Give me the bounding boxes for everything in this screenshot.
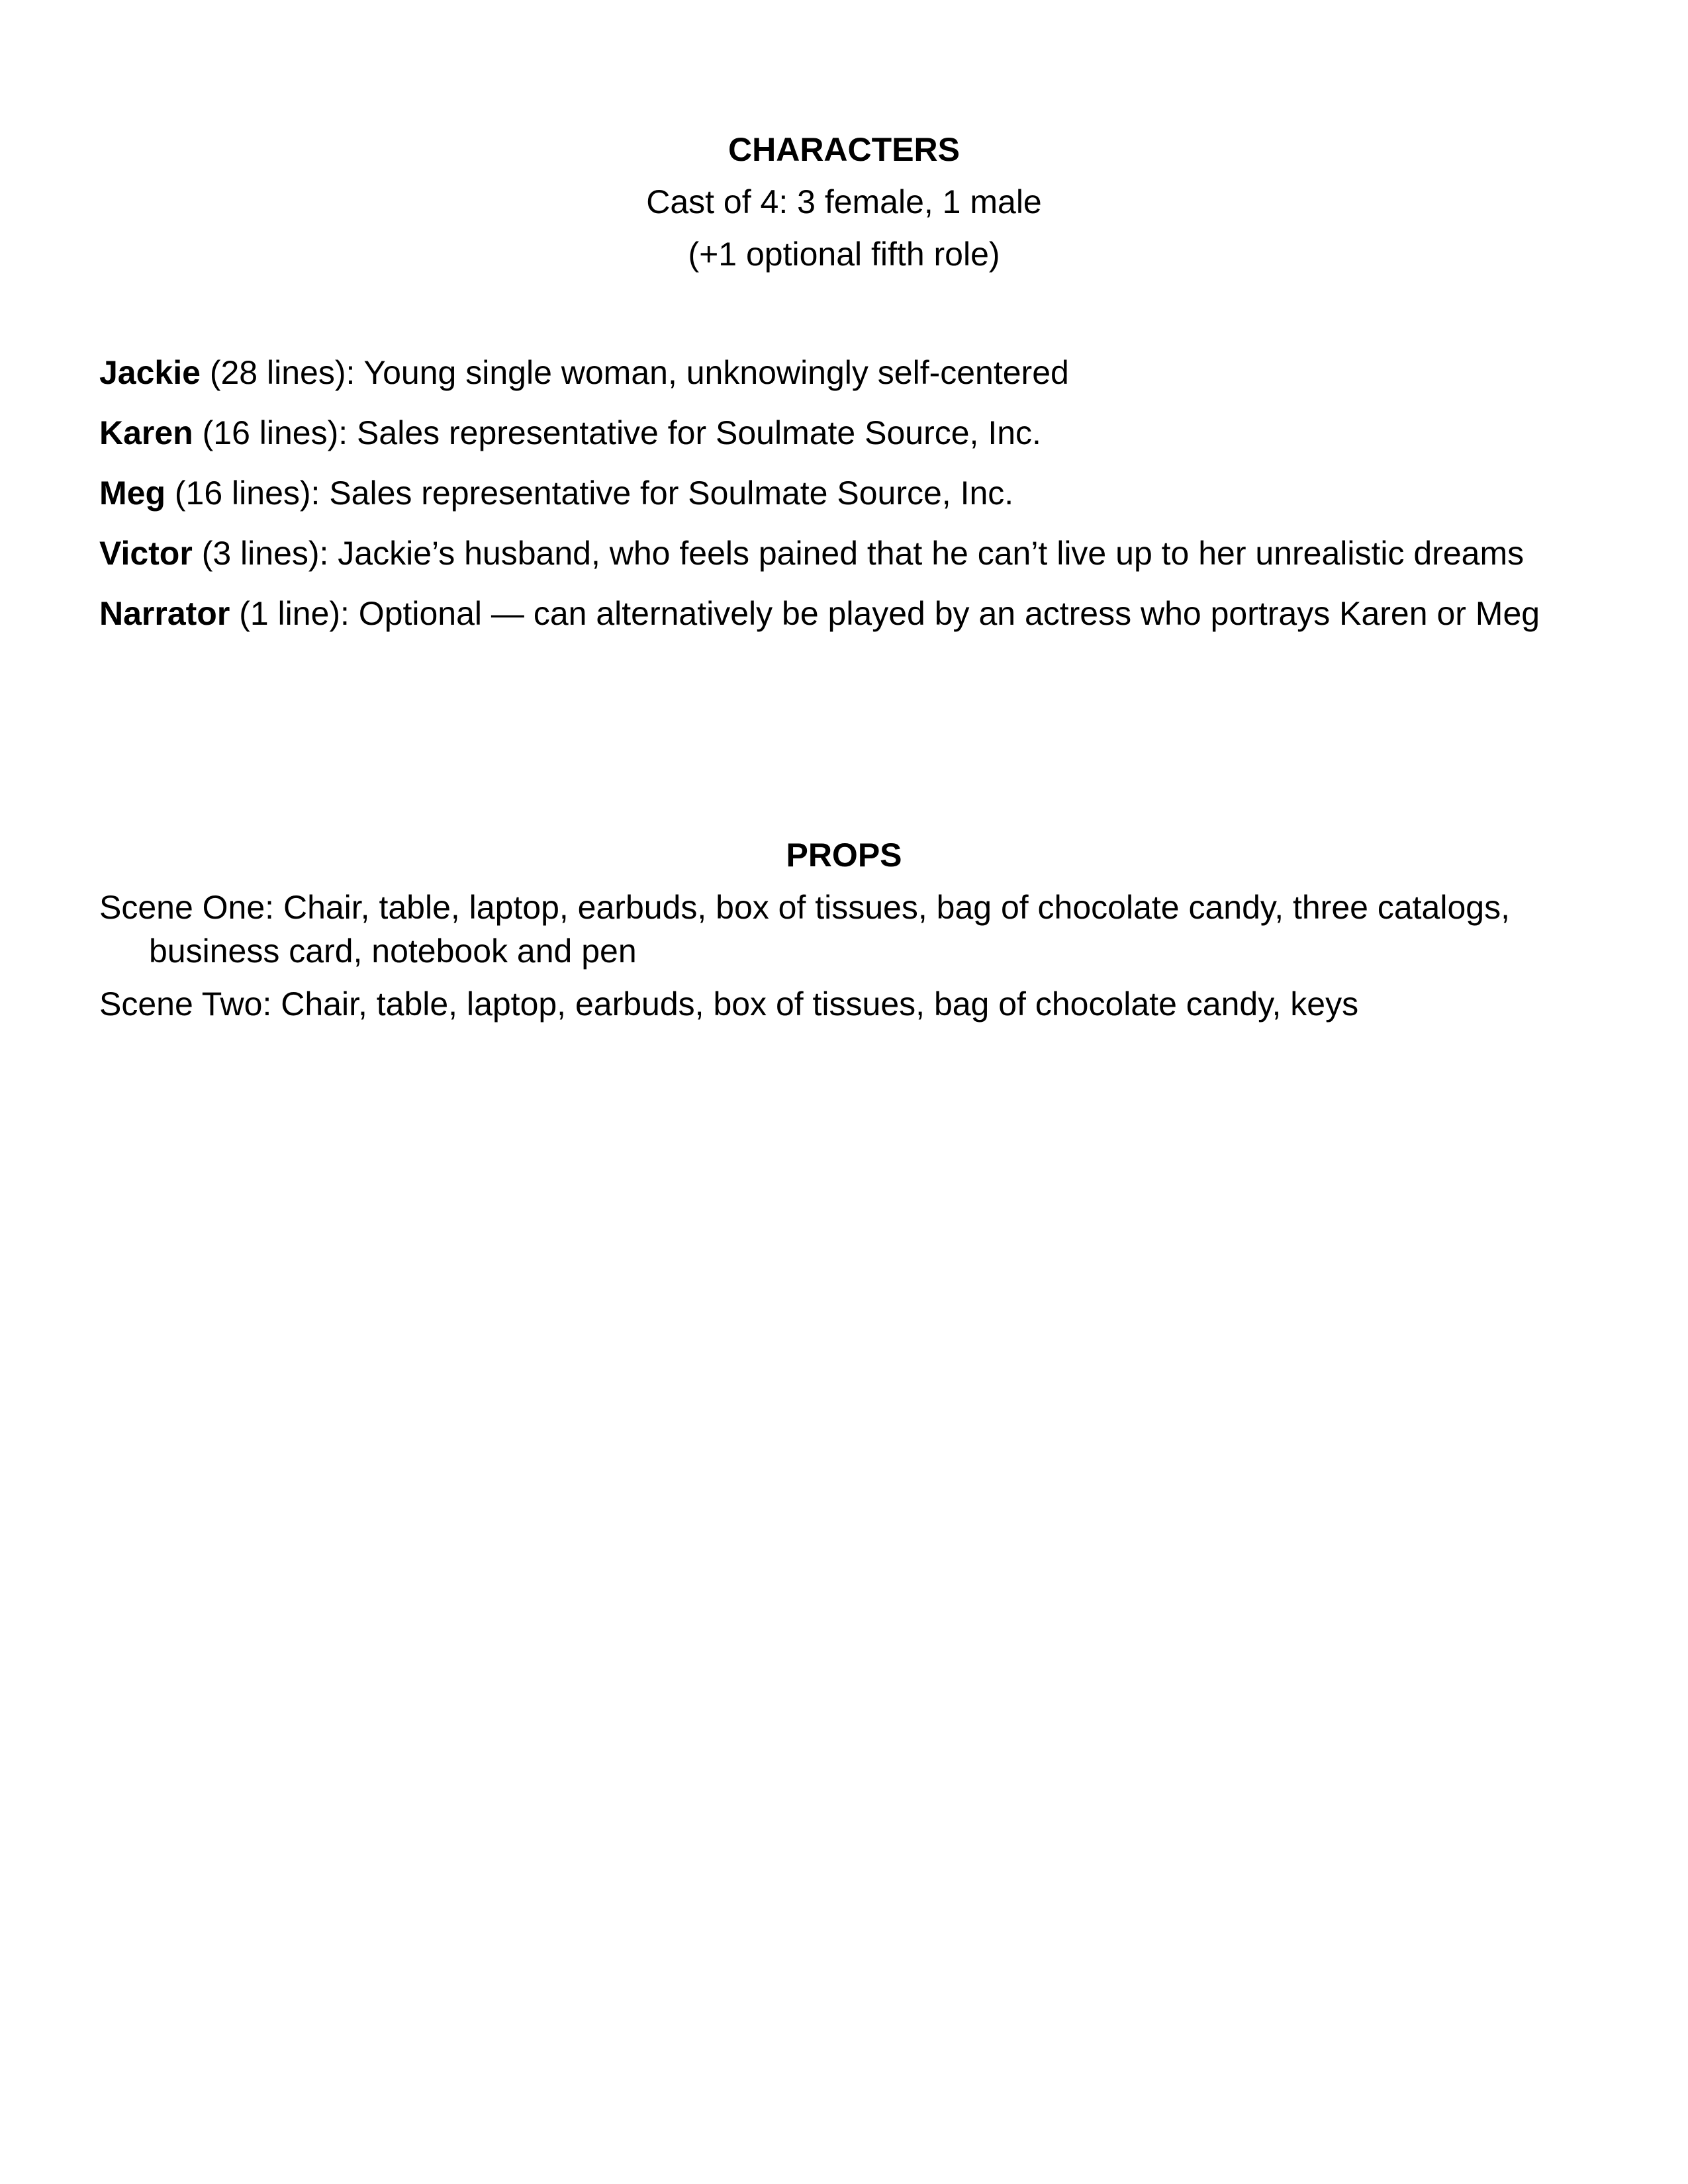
character-detail: (16 lines): Sales representative for Soulmate Source, Inc. <box>193 414 1041 451</box>
character-entry-jackie <box>99 353 1069 392</box>
character-detail: (28 lines): Young single woman, unknowingly self-centered <box>200 354 1069 391</box>
character-detail: (1 line): Optional — can alternatively be played by an actress who portrays Karen or Meg <box>230 595 1540 632</box>
character-name: Meg <box>99 475 165 512</box>
character-entry-victor <box>99 533 1524 573</box>
props-scene-one: Scene One: Chair, table, laptop, earbuds, box of tissues, bag of chocolate candy, three catalogs, business card, notebook and pen <box>99 889 1510 970</box>
character-name: Jackie <box>99 354 201 391</box>
character-entry-karen <box>99 413 1041 453</box>
character-name: Victor <box>99 535 193 572</box>
optional-role-note: (+1 optional fifth role) <box>688 236 1000 273</box>
character-detail: (16 lines): Sales representative for Soulmate Source, Inc. <box>165 475 1014 512</box>
characters-heading: CHARACTERS <box>728 131 960 168</box>
character-name: Karen <box>99 414 193 451</box>
character-detail: (3 lines): Jackie’s husband, who feels pained that he can’t live up to her unrealistic dreams <box>192 535 1524 572</box>
character-name: Narrator <box>99 595 230 632</box>
cast-summary: Cast of 4: 3 female, 1 male <box>646 183 1042 220</box>
character-entry-narrator <box>99 594 1540 633</box>
character-entry-meg <box>99 473 1013 513</box>
props-scene-two: Scene Two: Chair, table, laptop, earbuds, box of tissues, bag of chocolate candy, keys <box>99 985 1359 1023</box>
props-heading: PROPS <box>786 837 902 874</box>
